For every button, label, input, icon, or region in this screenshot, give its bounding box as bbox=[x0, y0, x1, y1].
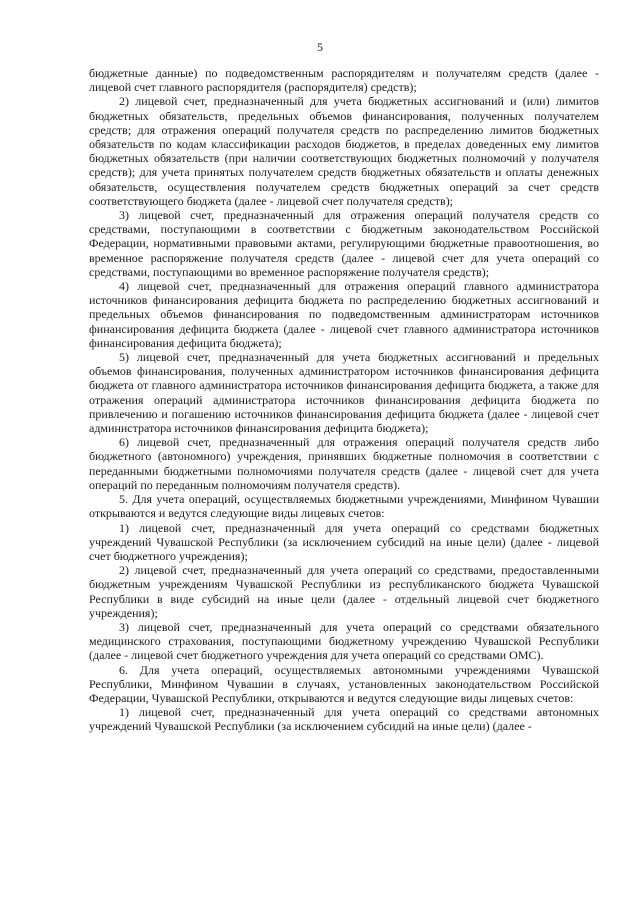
paragraph-10: 3) лицевой счет, предназначенный для учета операций со средствами обязательного медицинского страхования, поступающими бюджетному учреждению Чувашской Республики (далее - лицевой счет бюджетного учреждения для учета операций со средствами ОМС). bbox=[89, 619, 599, 663]
paragraph-2: 2) лицевой счет, предназначенный для учета бюджетных ассигнований и (или) лимитов бюджетных обязательств, предельных объемов финансирования, полученных получателем средств; для отражения операций получателя средств по распределению лимитов бюджетных обязательств по кодам классификации расходов бюджетов, в пределах доведенных ему лимитов бюджетных обязательств (при наличии соответствующих бюджетных полномочий у получателя средств); для учета принятых получателем средств бюджетных обязательств и оплаты денежных обязательств, осуществления получателем средств бюджетных операций за счет средств соответствующего бюджета (далее - лицевой счет получателя средств); bbox=[89, 94, 599, 208]
document-body bbox=[89, 66, 599, 734]
paragraph-9: 2) лицевой счет, предназначенный для учета операций со средствами, предоставленными бюджетным учреждениям Чувашской Республики из республиканского бюджета Чувашской Республики в виде субсидий на иные цели (далее - отдельный лицевой счет бюджетного учреждения); bbox=[89, 563, 599, 620]
page-number: 5 bbox=[317, 40, 323, 54]
paragraph-12: 1) лицевой счет, предназначенный для учета операций со средствами автономных учреждений Чувашской Республики (за исключением субсидий на иные цели) (далее - bbox=[89, 705, 599, 734]
paragraph-4: 4) лицевой счет, предназначенный для отражения операций главного администратора источников финансирования дефицита бюджета по распределению бюджетных ассигнований и предельных объемов финансирования по подведомственным администраторам источников финансирования дефицита бюджета (далее - лицевой счет главного администратора источников финансирования дефицита бюджета); bbox=[89, 279, 599, 350]
paragraph-3: 3) лицевой счет, предназначенный для отражения операций получателя средств со средствами, поступающими в соответствии с бюджетным законодательством Российской Федерации, нормативными правовыми актами, регулирующими бюджетные правоотношения, во временное распоряжение получателя средств (далее - лицевой счет для учета операций со средствами, поступающими во временное распоряжение получателя средств); bbox=[89, 208, 599, 279]
paragraph-8: 1) лицевой счет, предназначенный для учета операций со средствами бюджетных учреждений Чувашской Республики (за исключением субсидий на иные цели) (далее - лицевой счет бюджетного учреждения); bbox=[89, 520, 599, 563]
paragraph-5: 5) лицевой счет, предназначенный для учета бюджетных ассигнований и предельных объемов финансирования, полученных администратором источников финансирования дефицита бюджета от главного администратора источников финансирования дефицита бюджета, а также для отражения операций администратора источников финансирования дефицита бюджета по привлечению и погашению источников финансирования дефицита бюджета (далее - лицевой счет администратора источников финансирования дефицита бюджета); bbox=[89, 350, 599, 436]
paragraph-7: 5. Для учета операций, осуществляемых бюджетными учреждениями, Минфином Чувашии открываются и ведутся следующие виды лицевых счетов: bbox=[89, 492, 599, 521]
paragraph-1: бюджетные данные) по подведомственным распорядителям и получателям средств (далее - лицевой счет главного распорядителя (распорядителя) средств); bbox=[89, 66, 599, 95]
paragraph-6: 6) лицевой счет, предназначенный для отражения операций получателя средств либо бюджетного (автономного) учреждения, принявших бюджетные полномочия в соответствии с переданными бюджетными полномочиями получателя средств (далее - лицевой счет для учета операций по переданным полномочиям получателя средств). bbox=[89, 435, 599, 492]
paragraph-11: 6. Для учета операций, осуществляемых автономными учреждениями Чувашской Республики, Минфином Чувашии в случаях, установленных законодательством Российской Федерации, Чувашской Республики, открываются и ведутся следующие виды лицевых счетов: bbox=[89, 662, 599, 705]
